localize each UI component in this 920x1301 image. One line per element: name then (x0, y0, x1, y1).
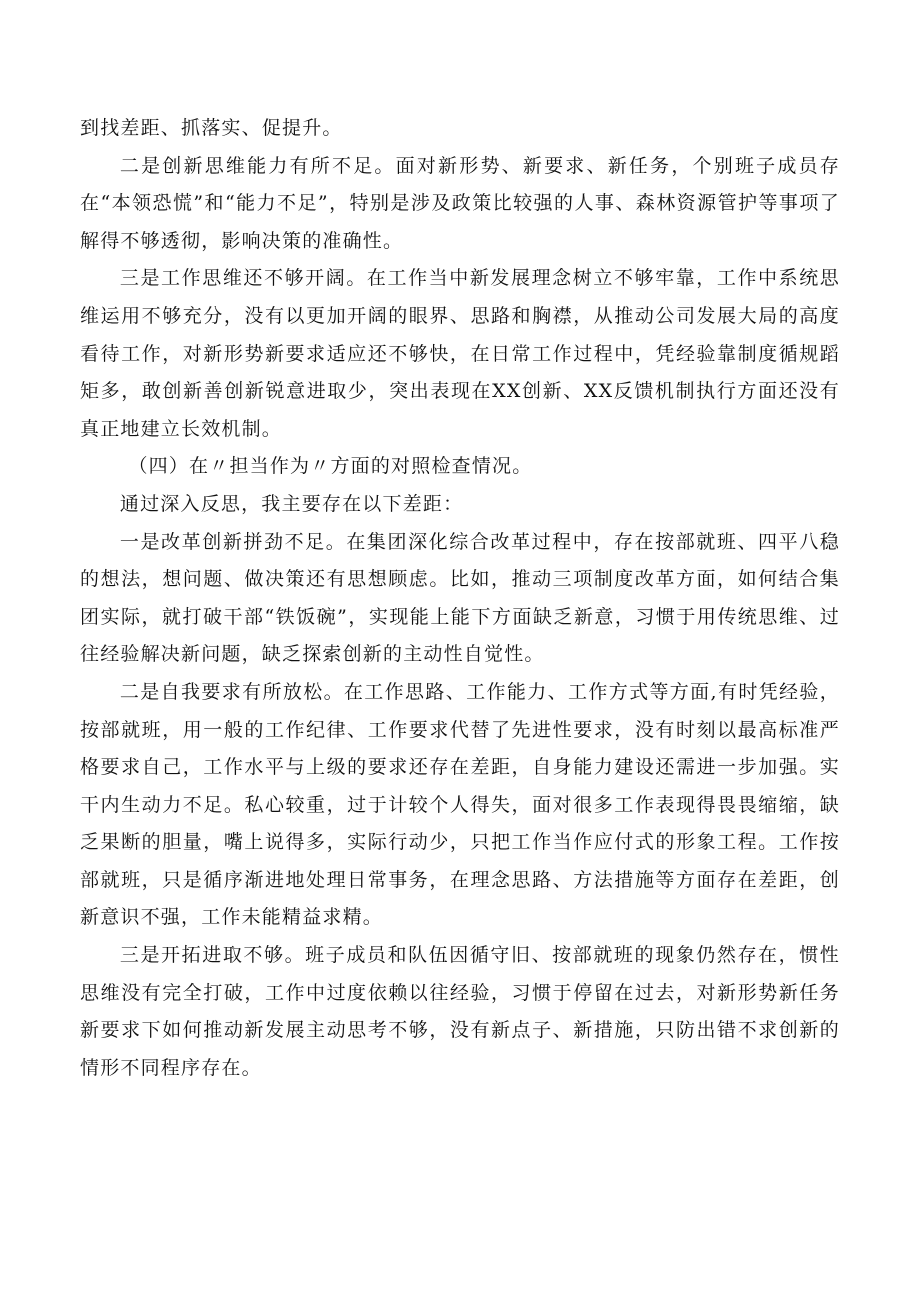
paragraph-reform-innovation: 一是改革创新拼劲不足。在集团深化综合改革过程中，存在按部就班、四平八稳的想法，想问题、做决策还有思想顾虑。比如，推动三项制度改革方面，如何结合集团实际，就打破干部“铁饭碗”，实现能上能下方面缺乏新意，习惯于用传统思维、过往经验解决新问题，缺乏探索创新的主动性自觉性。 (80, 530, 840, 666)
paragraph-self-requirements: 二是自我要求有所放松。在工作思路、工作能力、工作方式等方面,有时凭经验，按部就班，用一般的工作纪律、工作要求代替了先进性要求，没有时刻以最高标准严格要求自己，工作水平与上级的要求还存在差距，自身能力建设还需进一步加强。实干内生动力不足。私心较重，过于计较个人得失，面对很多工作表现得畏畏缩缩，缺乏果断的胆量，嘴上说得多，实际行动少，只把工作当作应付式的形象工程。工作按部就班，只是循序渐进地处理日常事务，在理念思路、方法措施等方面存在差距，创新意识不强，工作未能精益求精。 (80, 680, 840, 929)
paragraph-innovation-thinking: 二是创新思维能力有所不足。面对新形势、新要求、新任务，个别班子成员存在“本领恐慌”和“能力不足”，特别是涉及政策比较强的人事、森林资源管护等事项了解得不够透彻，影响决策的准确性。 (80, 154, 840, 252)
paragraph-reflection-intro: 通过深入反思，我主要存在以下差距： (119, 492, 464, 515)
document-body (80, 110, 840, 1087)
paragraph-continuation: 到找差距、抓落实、促提升。 (80, 117, 343, 139)
paragraph-pioneering-spirit: 三是开拓进取不够。班子成员和队伍因循守旧、按部就班的现象仍然存在，惯性思维没有完全打破，工作中过度依赖以往经验，习惯于停留在过去，对新形势新任务新要求下如何推动新发展主动思考不够，没有新点子、新措施，只防出错不求创新的情形不同程序存在。 (80, 944, 840, 1079)
section-heading-four: （四）在〃担当作为〃方面的对照检查情况。 (128, 455, 533, 478)
paragraph-work-thinking: 三是工作思维还不够开阔。在工作当中新发展理念树立不够牢靠，工作中系统思维运用不够充分，没有以更加开阔的眼界、思路和胸襟，从推动公司发展大局的高度看待工作，对新形势新要求适应还不够快，在日常工作过程中，凭经验靠制度循规蹈矩多，敢创新善创新锐意进取少，突出表现在XX创新、XX反馈机制执行方面还没有真正地建立长效机制。 (80, 267, 840, 440)
